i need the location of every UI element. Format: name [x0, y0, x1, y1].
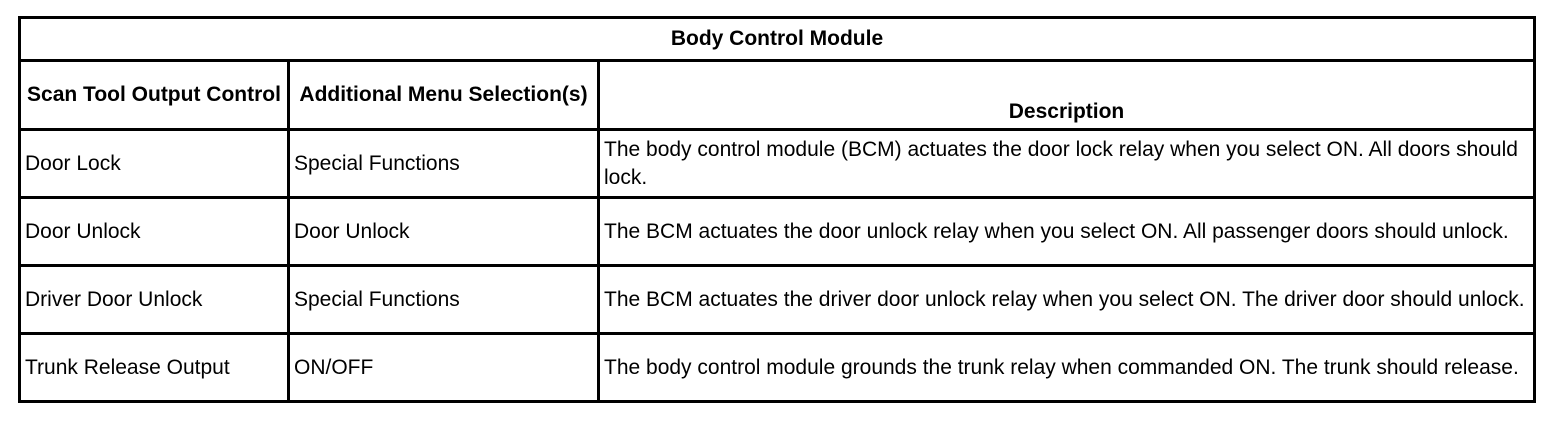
table-row [20, 266, 1535, 334]
table-row [20, 334, 1535, 402]
description-cell: The body control module grounds the trunk relay when commanded ON. The trunk should release. [599, 334, 1535, 402]
body-control-module-table [18, 16, 1536, 403]
table-title-row [20, 18, 1535, 61]
header-description: Description [599, 61, 1535, 130]
table-row [20, 198, 1535, 266]
output-control-cell: Trunk Release Output [20, 334, 289, 402]
menu-selection-cell: Door Unlock [289, 198, 599, 266]
table-title: Body Control Module [20, 18, 1535, 61]
description-cell: The BCM actuates the door unlock relay when you select ON. All passenger doors should unlock. [599, 198, 1535, 266]
menu-selection-cell: Special Functions [289, 266, 599, 334]
output-control-cell: Door Lock [20, 130, 289, 198]
menu-selection-cell: Special Functions [289, 130, 599, 198]
output-control-cell: Door Unlock [20, 198, 289, 266]
table-row [20, 130, 1535, 198]
description-cell: The BCM actuates the driver door unlock relay when you select ON. The driver door should unlock. [599, 266, 1535, 334]
menu-selection-cell: ON/OFF [289, 334, 599, 402]
header-scan-tool-output-control: Scan Tool Output Control [20, 61, 289, 130]
header-additional-menu-selections: Additional Menu Selection(s) [289, 61, 599, 130]
output-control-cell: Driver Door Unlock [20, 266, 289, 334]
description-cell: The body control module (BCM) actuates the door lock relay when you select ON. All doors should lock. [599, 130, 1535, 198]
table-header-row [20, 61, 1535, 130]
